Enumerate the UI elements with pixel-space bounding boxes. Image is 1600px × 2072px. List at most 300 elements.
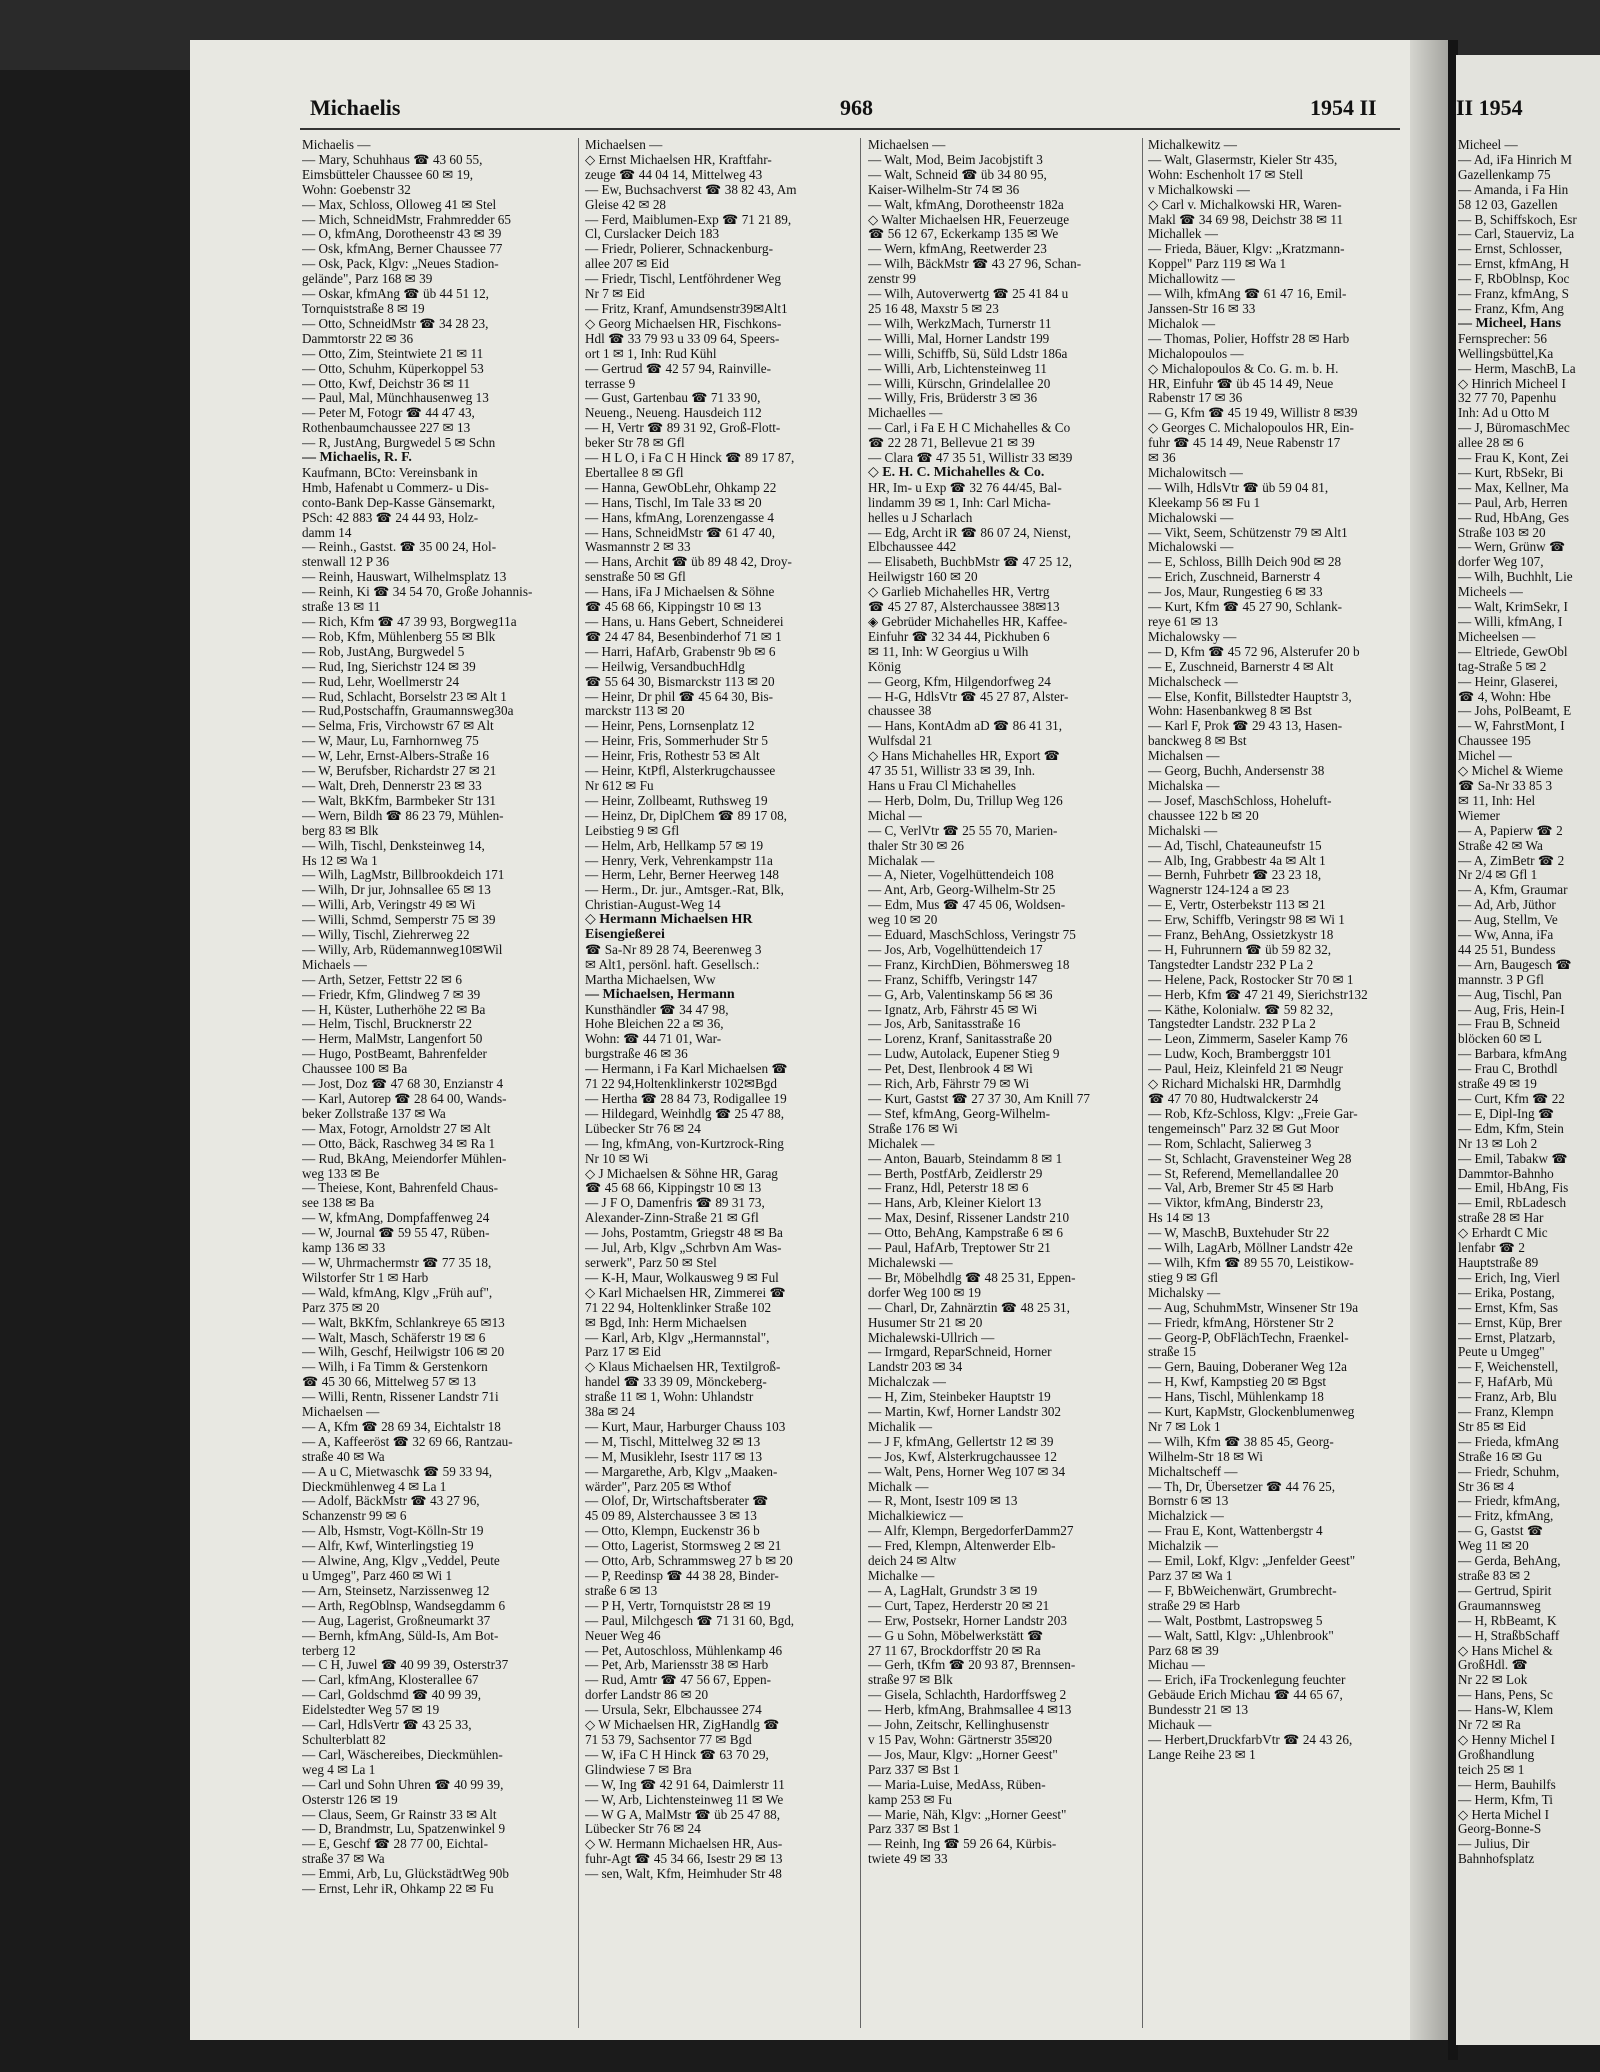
directory-entry-line: — Otto, BehAng, Kampstraße 6 ✉ 6 [868, 1226, 1063, 1241]
directory-entry-line: v Michalkowski — [1148, 182, 1250, 197]
directory-entry-line: — Jos, Arb, Vogelhüttendeich 17 [868, 942, 1043, 957]
directory-entry-line: Chaussee 195 [1458, 734, 1531, 749]
directory-entry-line: — Otto, Klempn, Euckenstr 36 b [585, 1524, 760, 1539]
directory-entry-line: 44 25 51, Bundess [1458, 942, 1556, 957]
directory-entry-line: — Lorenz, Kranf, Sanitasstraße 20 [868, 1032, 1052, 1047]
directory-entry-line: HR, Im- u Exp ☎ 32 76 44/45, Bal- [868, 480, 1062, 495]
directory-entry-line: — Adolf, BäckMstr ☎ 43 27 96, [302, 1494, 480, 1509]
directory-entry-line: — A u C, Mietwaschk ☎ 59 33 94, [302, 1464, 493, 1479]
directory-entry-line: — Bernh, Fuhrbetr ☎ 23 23 18, [1148, 868, 1322, 883]
directory-entry-line: — Hans, iFa J Michaelsen & Söhne [585, 585, 775, 600]
directory-entry-line: — Maria-Luise, MedAss, Rüben- [868, 1777, 1046, 1792]
directory-entry-line: straße 28 ✉ Har [1458, 1211, 1544, 1226]
directory-entry-line: — Erich, Ing, Vierl [1458, 1270, 1560, 1285]
directory-entry-line: — Walt, Sattl, Klgv: „Uhlenbrook" [1148, 1628, 1334, 1643]
directory-entry-line: — Ernst, Schlosser, [1458, 242, 1563, 257]
directory-entry-line: — Rud, Schlacht, Borselstr 23 ✉ Alt 1 [302, 689, 507, 704]
directory-entry-line: Michallek — [1148, 227, 1218, 242]
directory-entry-line: fuhr-Agt ☎ 45 34 66, Isestr 29 ✉ 13 [585, 1852, 783, 1867]
directory-entry-line: — Wilh, BäckMstr ☎ 43 27 96, Schan- [868, 257, 1082, 272]
directory-entry-line: — Erich, Zuschneid, Barnerstr 4 [1148, 570, 1321, 585]
directory-entry-line: — Carl, Stauerviz, La [1458, 227, 1575, 242]
directory-entry-line: — Ernst, kfmAng, H [1458, 257, 1569, 272]
directory-entry-line: damm 14 [302, 525, 352, 540]
directory-entry-line: Parz 337 ✉ Bst 1 [868, 1762, 960, 1777]
directory-entry-line: Parz 68 ✉ 39 [1148, 1643, 1219, 1658]
directory-entry-line: — Kurt, RbSekr, Bi [1458, 465, 1564, 480]
directory-entry-line: Graumannsweg [1458, 1598, 1541, 1613]
directory-entry-line: — Carl, HdlsVertr ☎ 43 25 33, [302, 1718, 472, 1733]
directory-entry-line: Wohn: Goebenstr 32 [302, 182, 411, 197]
directory-entry-line: HR, Einfuhr ☎ üb 45 14 49, Neue [1148, 376, 1334, 391]
directory-entry-line: ◇ Michel & Wieme [1458, 764, 1563, 779]
directory-entry-line: — Eduard, MaschSchloss, Veringstr 75 [868, 928, 1076, 943]
directory-entry-line: — Hans, Pens, Sc [1458, 1688, 1553, 1703]
directory-entry-line: — Heinr, Pens, Lornsenplatz 12 [585, 719, 755, 734]
directory-entry-line: ☎ 4, Wohn: Hbe [1458, 689, 1551, 704]
directory-entry-line: — Karl, Autorep ☎ 28 64 00, Wands- [302, 1092, 507, 1106]
directory-entry-line: — Ignatz, Arb, Fährstr 45 ✉ Wi [868, 1002, 1038, 1017]
directory-entry-line: — Thomas, Polier, Hoffstr 28 ✉ Harb [1148, 331, 1350, 346]
directory-entry-line: ◇ J Michaelsen & Söhne HR, Garag [585, 1166, 778, 1181]
directory-entry-line: ◇ Walter Michaelsen HR, Feuerzeuge [868, 212, 1070, 227]
directory-entry-line: — W, Berufsber, Richardstr 27 ✉ 21 [302, 764, 497, 779]
directory-entry-line: ◇ Hans Michel & [1458, 1643, 1553, 1658]
directory-entry-line: — Alfr, Kwf, Winterlingstieg 19 [302, 1539, 474, 1554]
directory-entry-line: ☎ 45 68 66, Kippingstr 10 ✉ 13 [585, 600, 762, 615]
directory-entry-line: Michaelsen — [302, 1405, 380, 1420]
directory-entry-line: Michalscheck — [1148, 674, 1238, 689]
directory-entry-line: — John, Zeitschr, Kellinghusenstr [868, 1718, 1049, 1733]
directory-entry-line: ☎ 45 68 66, Kippingstr 10 ✉ 13 [585, 1181, 762, 1196]
directory-entry-line: — Wald, kfmAng, Klgv „Früh auf", [302, 1285, 493, 1300]
directory-entry-line: — Friedr, Tischl, Lentföhrdener Weg [585, 272, 781, 287]
directory-entry-line: Michaelsen — [585, 138, 663, 152]
directory-entry-line: — Otto, Lagerist, Stormsweg 2 ✉ 21 [585, 1539, 782, 1554]
directory-entry-line: Wasmannstr 2 ✉ 33 [585, 540, 691, 555]
directory-entry-line: — Walt, KrimSekr, I [1458, 600, 1568, 615]
directory-entry-line: Wiemer [1458, 808, 1500, 823]
directory-entry-line: — Hans, Arb, Kleiner Kielort 13 [868, 1196, 1042, 1211]
directory-entry-line: Hdl ☎ 33 79 93 u 33 09 64, Speers- [585, 331, 780, 346]
directory-entry-line: deich 24 ✉ Altw [868, 1554, 957, 1569]
directory-entry-line: — Kurt, KapMstr, Glockenblumenweg [1148, 1405, 1355, 1420]
directory-entry-line: — Herm, Lehr, Berner Heerweg 148 [585, 868, 779, 883]
directory-entry-line: Nr 612 ✉ Fu [585, 778, 654, 793]
directory-entry-line: — Hans, u. Hans Gebert, Schneiderei [585, 615, 784, 629]
directory-entry-line: Dammtor-Bahnho [1458, 1166, 1554, 1181]
directory-entry-line: Martha Michaelsen, Ww [585, 972, 716, 987]
directory-entry-line: — D, Kfm ☎ 45 72 96, Alsterufer 20 b [1148, 644, 1360, 659]
directory-entry-line: — Marie, Näh, Klgv: „Horner Geest" [868, 1807, 1067, 1822]
directory-entry-line: — Michaelis, R. F. [302, 451, 412, 466]
directory-entry-line: Michalsky — [1148, 1285, 1221, 1300]
directory-entry-line: — Rud,Postschaffn, Graumannsweg30a [302, 704, 514, 719]
directory-entry-line: — Emil, RbLadesch [1458, 1196, 1567, 1211]
directory-entry-line: — Willi, Schiffb, Sü, Süld Ldstr 186a [868, 346, 1068, 361]
directory-entry-line: — Max, Schloss, Olloweg 41 ✉ Stel [302, 197, 497, 212]
directory-entry-line: kamp 136 ✉ 33 [302, 1241, 386, 1256]
directory-entry-line: Michalzik — [1148, 1539, 1218, 1554]
directory-entry-line: Michalczak — [868, 1375, 946, 1390]
directory-entry-line: — Hans, KontAdm aD ☎ 86 41 31, [868, 719, 1063, 734]
directory-entry-line: Michalk — [868, 1479, 929, 1494]
directory-entry-line: — H, Kwf, Kampstieg 20 ✉ Bgst [1148, 1375, 1327, 1390]
directory-entry-line: Makl ☎ 34 69 98, Deichstr 38 ✉ 11 [1148, 212, 1344, 227]
directory-entry-line: — Franz, Hdl, Peterstr 18 ✉ 6 [868, 1181, 1029, 1196]
directory-entry-line: ☎ 56 12 67, Eckerkamp 135 ✉ We [868, 227, 1059, 242]
directory-entry-line: — Rich, Kfm ☎ 47 39 93, Borgweg11a [302, 615, 517, 629]
directory-entry-line: — Heinr, Glaserei, [1458, 674, 1558, 689]
directory-entry-line: see 138 ✉ Ba [302, 1196, 375, 1211]
directory-entry-line: 38a ✉ 24 [585, 1405, 635, 1420]
directory-entry-line: 71 53 79, Sachsentor 77 ✉ Bgd [585, 1732, 752, 1747]
directory-entry-line: Michaelsen — [868, 138, 946, 152]
directory-entry-line: — G, Arb, Valentinskamp 56 ✉ 36 [868, 987, 1053, 1002]
directory-entry-line: Inh: Ad u Otto M [1458, 406, 1550, 421]
directory-entry-line: — Rob, Kfz-Schloss, Klgv: „Freie Gar- [1148, 1106, 1358, 1121]
directory-entry-line: straße 11 ✉ 1, Wohn: Uhlandstr [585, 1390, 754, 1405]
directory-entry-line: Landstr 203 ✉ 34 [868, 1360, 963, 1375]
directory-entry-line: Hmb, Hafenabt u Commerz- u Dis- [302, 480, 489, 495]
directory-entry-line: — Micheel, Hans [1458, 316, 1562, 331]
directory-entry-line: — Wilh, Tischl, Denksteinweg 14, [302, 838, 485, 853]
directory-entry-line: — Friedr, Kfm, Glindweg 7 ✉ 39 [302, 987, 481, 1002]
directory-entry-line: Nr 7 ✉ Lok 1 [1148, 1419, 1221, 1434]
directory-entry-line: Wellingsbüttel,Ka [1458, 346, 1554, 361]
directory-entry-line: — G u Sohn, Möbelwerkstätt ☎ [868, 1628, 1044, 1643]
directory-entry-line: teich 25 ✉ 1 [1458, 1762, 1525, 1777]
directory-entry-line: — H, Küster, Lutherhöhe 22 ✉ Ba [302, 1002, 486, 1017]
directory-entry-line: Michalopoulos — [1148, 346, 1244, 361]
directory-entry-line: — Osk, Pack, Klgv: „Neues Stadion- [302, 257, 499, 272]
directory-entry-line: straße 29 ✉ Harb [1148, 1598, 1240, 1613]
directory-entry-line: — Ad, Arb, Jüthor [1458, 898, 1556, 913]
directory-entry-line: — A, Papierw ☎ 2 [1458, 823, 1563, 838]
directory-entry-line: 45 09 89, Alsterchaussee 3 ✉ 13 [585, 1509, 757, 1524]
directory-entry-line: — Georg, Kfm, Hilgendorfweg 24 [868, 674, 1051, 689]
directory-entry-line: ☎ 47 70 80, Hudtwalckerstr 24 [1148, 1092, 1319, 1106]
directory-entry-line: — Franz, Klempn [1458, 1405, 1554, 1420]
directory-entry-line: — Paul, Milchgesch ☎ 71 31 60, Bgd, [585, 1613, 795, 1628]
directory-entry-line: 25 16 48, Maxstr 5 ✉ 23 [868, 301, 999, 316]
directory-entry-line: banckweg 8 ✉ Bst [1148, 734, 1247, 749]
directory-entry-line: — Ludw, Koch, Bramberggstr 101 [1148, 1047, 1332, 1062]
directory-entry-line: — Erw, Schiffb, Veringstr 98 ✉ Wi 1 [1148, 913, 1345, 928]
directory-entry-line: — Ursula, Sekr, Elbchaussee 274 [585, 1703, 762, 1718]
directory-entry-line: ☎ Sa-Nr 33 85 3 [1458, 778, 1553, 793]
directory-entry-line: — Wilh, Dr jur, Johnsallee 65 ✉ 13 [302, 883, 491, 898]
directory-entry-line: ☎ 24 47 84, Besenbinderhof 71 ✉ 1 [585, 629, 782, 644]
directory-entry-line: Wohn: ☎ 44 71 01, War- [585, 1032, 722, 1047]
directory-entry-line: — Gern, Bauing, Doberaner Weg 12a [1148, 1360, 1348, 1375]
directory-entry-line: — Walt, BkKfm, Schlankreye 65 ✉13 [302, 1315, 505, 1330]
directory-entry-line: Str 85 ✉ Eid [1458, 1419, 1526, 1434]
directory-entry-line: fuhr ☎ 45 14 49, Neue Rabenstr 17 [1148, 436, 1341, 451]
directory-entry-line: Nr 7 ✉ Eid [585, 287, 645, 302]
directory-entry-line: straße 97 ✉ Blk [868, 1673, 953, 1688]
directory-entry-line: — Franz, Schiffb, Veringstr 147 [868, 972, 1038, 987]
directory-entry-line: — Willi, Mal, Horner Landstr 199 [868, 331, 1050, 346]
directory-entry-line: — Osk, kfmAng, Berner Chaussee 77 [302, 242, 503, 257]
directory-entry-line: — Otto, Kwf, Deichstr 36 ✉ 11 [302, 376, 471, 391]
directory-entry-line: 71 22 94, Holtenklinker Straße 102 [585, 1300, 772, 1315]
directory-entry-line: Michalski — [1148, 823, 1218, 838]
directory-entry-line: — Else, Konfit, Billstedter Hauptstr 3, [1148, 689, 1352, 704]
directory-entry-line: v 15 Pav, Wohn: Gärtnerstr 35✉20 [868, 1732, 1052, 1747]
directory-entry-line: — Erika, Postang, [1458, 1285, 1555, 1300]
directory-entry-line: — K-H, Maur, Wolkausweg 9 ✉ Ful [585, 1270, 779, 1285]
directory-entry-line: — Paul, HafArb, Treptower Str 21 [868, 1241, 1051, 1256]
directory-entry-line: Nr 10 ✉ Wi [585, 1151, 649, 1166]
directory-entry-line: — Heilwig, VersandbuchHdlg [585, 659, 745, 674]
directory-entry-line: Nr 72 ✉ Ra [1458, 1718, 1521, 1733]
directory-entry-line: ◇ Herta Michel I [1458, 1807, 1550, 1822]
directory-entry-line: dorfer Weg 100 ✉ 19 [868, 1285, 982, 1300]
directory-entry-line: — Harri, HafArb, Grabenstr 9b ✉ 6 [585, 644, 776, 659]
directory-entry-line: — Edg, Archt iR ☎ 86 07 24, Nienst, [868, 525, 1071, 540]
directory-entry-line: — A, Kfm, Graumar [1458, 883, 1568, 898]
facing-page-head: II 1954 [1456, 95, 1523, 120]
column-1 [302, 138, 570, 2038]
directory-entry-line: — Johs, Postamtm, Griegstr 48 ✉ Ba [585, 1226, 783, 1241]
directory-entry-line: — Helm, Tischl, Brucknerstr 22 [302, 1017, 472, 1032]
directory-entry-line: lindamm 39 ✉ 1, Inh: Carl Micha- [868, 495, 1051, 510]
directory-entry-line: — Herb, Dolm, Du, Trillup Weg 126 [868, 793, 1063, 808]
directory-entry-line: — Frieda, kfmAng [1458, 1434, 1559, 1449]
directory-entry-line: — Karl F, Prok ☎ 29 43 13, Hasen- [1148, 719, 1343, 734]
directory-entry-line: — Walt, Masch, Schäferstr 19 ✉ 6 [302, 1330, 486, 1345]
directory-entry-line: Parz 375 ✉ 20 [302, 1300, 380, 1315]
directory-entry-line: — Willi, Kürschn, Grindelallee 20 [868, 376, 1051, 391]
directory-entry-line: — Wilh, Autoverwertg ☎ 25 41 84 u [868, 287, 1069, 302]
directory-entry-line: — R, Mont, Isestr 109 ✉ 13 [868, 1494, 1018, 1509]
directory-entry-line: senstraße 50 ✉ Gfl [585, 570, 686, 585]
directory-entry-line: — J, BüromaschMec [1458, 421, 1570, 436]
directory-entry-line: — Michaelsen, Hermann [585, 987, 735, 1002]
directory-entry-line: — Julius, Dir [1458, 1837, 1530, 1852]
directory-entry-line: — Max, Fotogr, Arnoldstr 27 ✉ Alt [302, 1121, 491, 1136]
directory-entry-line: Kaufmann, BCto: Vereinsbank in [302, 465, 478, 480]
directory-entry-line: — D, Brandmstr, Lu, Spatzenwinkel 9 [302, 1822, 506, 1837]
directory-entry-line: — Heinr, KtPfl, Alsterkrugchaussee [585, 764, 776, 779]
directory-entry-line: Tornquiststraße 8 ✉ 19 [302, 301, 425, 316]
directory-entry-line: Parz 17 ✉ Eid [585, 1345, 661, 1360]
directory-entry-line: — Willi, Schmd, Semperstr 75 ✉ 39 [302, 913, 496, 928]
directory-entry-line: — Arn, Steinsetz, Narzissenweg 12 [302, 1583, 490, 1598]
directory-entry-line: — H, RbBeamt, K [1458, 1613, 1557, 1628]
directory-entry-line: — O, kfmAng, Dorotheenstr 43 ✉ 39 [302, 227, 502, 242]
directory-entry-line: — Fritz, kfmAng, [1458, 1509, 1554, 1524]
directory-entry-line: — Rob, Kfm, Mühlenberg 55 ✉ Blk [302, 629, 496, 644]
directory-entry-line: — Willy, Arb, Rüdemannweg10✉Wil [302, 942, 503, 957]
directory-entry-line: — Franz, Kfm, Ang [1458, 301, 1564, 316]
directory-entry-line: marckstr 113 ✉ 20 [585, 704, 685, 719]
directory-entry-line: — Reinh, Ki ☎ 34 54 70, Große Johannis- [302, 585, 533, 600]
directory-entry-line: — Ww, Anna, iFa [1458, 928, 1554, 943]
directory-entry-line: — Friedr, kfmAng, Hörstener Str 2 [1148, 1315, 1334, 1330]
directory-entry-line: chaussee 38 [868, 704, 932, 719]
directory-entry-line: — A, Kfm ☎ 28 69 34, Eichtalstr 18 [302, 1419, 501, 1434]
directory-entry-line: — Otto, Schuhm, Küperkoppel 53 [302, 361, 484, 376]
directory-entry-line: Hans u Frau Cl Michahelles [868, 778, 1016, 793]
directory-entry-line: — Th, Dr, Übersetzer ☎ 44 76 25, [1148, 1479, 1336, 1494]
directory-entry-line: Elbchaussee 442 [868, 540, 957, 555]
column-2 [585, 138, 853, 2038]
directory-entry-line: — Br, Möbelhdlg ☎ 48 25 31, Eppen- [868, 1270, 1076, 1285]
directory-entry-line: ◈ Gebrüder Michahelles HR, Kaffee- [868, 615, 1068, 629]
directory-entry-line: ◇ W. Hermann Michaelsen HR, Aus- [585, 1837, 783, 1852]
directory-entry-line: — W, Lehr, Ernst-Albers-Straße 16 [302, 749, 489, 764]
directory-entry-line: — Herm, MalMstr, Langenfort 50 [302, 1032, 483, 1047]
directory-entry-line: — Heinr, Dr phil ☎ 45 64 30, Bis- [585, 689, 774, 704]
directory-entry-line: Nr 22 ✉ Lok [1458, 1673, 1528, 1688]
directory-entry-line: — E, Schloss, Billh Deich 90d ✉ 28 [1148, 555, 1342, 570]
directory-entry-line: — Arth, RegOblnsp, Wandsegdamm 6 [302, 1598, 506, 1613]
directory-entry-line: Straße 42 ✉ Wa [1458, 838, 1543, 853]
directory-entry-line: — Herb, Kfm ☎ 47 21 49, Sierichstr132 [1148, 987, 1368, 1002]
directory-entry-line: — Erich, iFa Trockenlegung feuchter [1148, 1673, 1346, 1688]
directory-entry-line: — Leon, Zimmerm, Saseler Kamp 76 [1148, 1032, 1348, 1047]
directory-entry-line: Wohn: Hasenbankweg 8 ✉ Bst [1148, 704, 1312, 719]
directory-entry-line: — Ew, Buchsachverst ☎ 38 82 43, Am [585, 182, 797, 197]
directory-entry-line: beker Str 78 ✉ Gfl [585, 436, 685, 451]
directory-entry-line: straße 49 ✉ 19 [1458, 1077, 1537, 1092]
directory-entry-line: — Carl und Sohn Uhren ☎ 40 99 39, [302, 1777, 504, 1792]
directory-entry-line: — F, RbOblnsp, Koc [1458, 272, 1570, 287]
directory-entry-line: Michaelis — [302, 138, 371, 152]
directory-entry-line: — Emil, Lokf, Klgv: „Jenfelder Geest" [1148, 1554, 1356, 1569]
directory-entry-line: — Val, Arb, Bremer Str 45 ✉ Harb [1148, 1181, 1334, 1196]
directory-entry-line: ◇ Michalopoulos & Co. G. m. b. H. [1148, 361, 1339, 376]
directory-entry-line: — Ernst, Küp, Brer [1458, 1315, 1562, 1330]
directory-entry-line: — Viktor, kfmAng, Binderstr 23, [1148, 1196, 1324, 1211]
directory-entry-line: GroßHdl. ☎ [1458, 1658, 1528, 1673]
directory-entry-line: — Karl, Arb, Klgv „Hermannstal", [585, 1330, 770, 1345]
directory-entry-line: Heilwigstr 160 ✉ 20 [868, 570, 978, 585]
directory-entry-line: Rabenstr 17 ✉ 36 [1148, 391, 1243, 406]
directory-entry-line: ☎ 55 64 30, Bismarckstr 113 ✉ 20 [585, 674, 775, 689]
directory-entry-line: — Walt, kfmAng, Dorotheenstr 182a [868, 197, 1064, 212]
directory-entry-line: König [868, 659, 901, 674]
directory-entry-line: — Herm, Bauhilfs [1458, 1777, 1556, 1792]
directory-entry-line: Michalok — [1148, 316, 1216, 331]
directory-entry-line: Michalowitsch — [1148, 465, 1243, 480]
directory-entry-line: Micheel — [1458, 138, 1518, 152]
directory-entry-line: Straße 103 ✉ 20 [1458, 525, 1546, 540]
directory-entry-line: — Paul, Arb, Herren [1458, 495, 1568, 510]
directory-entry-line: — Carl, i Fa E H C Michahelles & Co [868, 421, 1071, 436]
directory-entry-line: Gebäude Erich Michau ☎ 44 65 67, [1148, 1688, 1343, 1703]
directory-entry-line: — Wern, Grünw ☎ [1458, 540, 1566, 555]
directory-entry-line: Michalke — [868, 1569, 935, 1583]
directory-entry-line: — Käthe, Kolonialw. ☎ 59 82 32, [1148, 1002, 1334, 1017]
directory-entry-line: weg 4 ✉ La 1 [302, 1762, 376, 1777]
directory-entry-line: Michalowsky — [1148, 629, 1237, 644]
directory-entry-line: — Otto, Zim, Steintwiete 21 ✉ 11 [302, 346, 484, 361]
directory-entry-line: Großhandlung [1458, 1747, 1535, 1762]
directory-entry-line: ☎ Sa-Nr 89 28 74, Beerenweg 3 [585, 942, 762, 957]
directory-entry-line: — Willy, Fris, Brüderstr 3 ✉ 36 [868, 391, 1038, 406]
directory-entry-line: — W, Maur, Lu, Farnhornweg 75 [302, 734, 479, 749]
directory-entry-line: — Aug, Fris, Hein-I [1458, 1002, 1565, 1017]
directory-entry-line: Michalik — [868, 1419, 933, 1434]
directory-entry-line: — R, JustAng, Burgwedel 5 ✉ Schn [302, 436, 496, 451]
directory-entry-line: Schulterblatt 82 [302, 1732, 386, 1747]
directory-entry-line: Michaelles — [868, 406, 943, 421]
directory-entry-line: Michaels — [302, 957, 367, 972]
directory-entry-line: — A, Nieter, Vogelhüttendeich 108 [868, 868, 1054, 883]
directory-entry-line: straße 15 [1148, 1345, 1196, 1360]
directory-entry-line: — Wilh, LagArb, Möllner Landstr 42e [1148, 1241, 1353, 1256]
directory-entry-line: lenfabr ☎ 2 [1458, 1241, 1525, 1256]
directory-entry-line: — Wilh, kfmAng ☎ 61 47 16, Emil- [1148, 287, 1347, 302]
directory-entry-line: ✉ 36 [1148, 451, 1176, 466]
directory-entry-line: — Hans, Tischl, Im Tale 33 ✉ 20 [585, 495, 762, 510]
directory-entry-line: — Rob, JustAng, Burgwedel 5 [302, 644, 465, 659]
directory-entry-line: helles u J Scharlach [868, 510, 973, 525]
directory-entry-line: Str 36 ✉ 4 [1458, 1479, 1515, 1494]
directory-entry-line: — W, Uhrmachermstr ☎ 77 35 18, [302, 1255, 492, 1270]
column-3 [868, 138, 1136, 2038]
directory-entry-line: — Emmi, Arb, Lu, GlückstädtWeg 90b [302, 1867, 509, 1882]
directory-entry-line: — Jul, Arb, Klgv „Schrbvn Am Was- [585, 1241, 782, 1256]
directory-entry-line: ◇ Karl Michaelsen HR, Zimmerei ☎ [585, 1285, 786, 1300]
directory-entry-line: — Kurt, Kfm ☎ 45 27 90, Schlank- [1148, 600, 1343, 615]
directory-entry-line: Weg 11 ✉ 20 [1458, 1539, 1529, 1554]
directory-entry-line: — Ing, kfmAng, von-Kurtzrock-Ring [585, 1136, 784, 1151]
column-divider [578, 138, 579, 2028]
directory-entry-line: — Ludw, Autolack, Eupener Stieg 9 [868, 1047, 1060, 1062]
directory-entry-line: — Herm., Dr. jur., Amtsger.-Rat, Blk, [585, 883, 784, 898]
directory-entry-line: ◇ Henny Michel I [1458, 1732, 1555, 1747]
directory-entry-line: — Reinh., Gastst. ☎ 35 00 24, Hol- [302, 540, 497, 555]
directory-entry-line: — Carl, kfmAng, Klosterallee 67 [302, 1673, 479, 1688]
directory-entry-line: — Wilh, i Fa Timm & Gerstenkorn [302, 1360, 488, 1375]
directory-entry-line: Christian-August-Weg 14 [585, 898, 721, 913]
directory-entry-line: — W, MaschB, Buxtehuder Str 22 [1148, 1226, 1330, 1241]
directory-entry-line: — Curt, Tapez, Herderstr 20 ✉ 21 [868, 1598, 1050, 1613]
directory-entry-line: — Jos, Arb, Sanitasstraße 16 [868, 1017, 1021, 1032]
directory-entry-line: ✉ Bgd, Inh: Herm Michaelsen [585, 1315, 747, 1330]
directory-entry-line: — Oskar, kfmAng ☎ üb 44 51 12, [302, 287, 489, 302]
directory-entry-line: — F, Weichenstell, [1458, 1360, 1559, 1375]
directory-entry-line: — Frau E, Kont, Wattenbergstr 4 [1148, 1524, 1323, 1539]
directory-entry-line: mannstr. 3 P Gfl [1458, 972, 1544, 987]
directory-entry-line: — Walt, Glasermstr, Kieler Str 435, [1148, 152, 1338, 167]
directory-entry-line: Lange Reihe 23 ✉ 1 [1148, 1747, 1256, 1762]
directory-entry-line: — Aug, Lagerist, Großneumarkt 37 [302, 1613, 491, 1628]
directory-entry-line: — Aug, SchuhmMstr, Winsener Str 19a [1148, 1300, 1359, 1315]
directory-entry-line: Nr 2/4 ✉ Gfl 1 [1458, 868, 1538, 883]
directory-entry-line: Schanzenstr 99 ✉ 6 [302, 1509, 407, 1524]
directory-entry-line: — Pet, Arb, Mariensstr 38 ✉ Harb [585, 1658, 769, 1673]
directory-entry-line: — Paul, Mal, Münchhausenweg 13 [302, 391, 489, 406]
directory-entry-line: — Carl, Wäschereibes, Dieckmühlen- [302, 1747, 503, 1762]
directory-entry-line: Osterstr 126 ✉ 19 [302, 1792, 398, 1807]
directory-entry-line: — Hans, Archit ☎ üb 89 48 42, Droy- [585, 555, 792, 570]
directory-entry-line: — Willi, Arb, Lichtensteinweg 11 [868, 361, 1047, 376]
directory-entry-line: ◇ Klaus Michaelsen HR, Textilgroß- [585, 1360, 781, 1375]
directory-entry-line: Michalsen — [1148, 749, 1220, 764]
directory-entry-line: Hs 12 ✉ Wa 1 [302, 853, 378, 868]
directory-entry-line: — Ad, iFa Hinrich M [1458, 152, 1572, 167]
directory-entry-line: — Wilh, WerkzMach, Turnerstr 11 [868, 316, 1052, 331]
directory-entry-line: — Rud, Ing, Sierichstr 124 ✉ 39 [302, 659, 476, 674]
directory-entry-line: Michallowitz — [1148, 272, 1235, 287]
directory-entry-line: — Gisela, Schlachth, Hardorffsweg 2 [868, 1688, 1067, 1703]
directory-entry-line: beker Zollstraße 137 ✉ Wa [302, 1106, 446, 1121]
